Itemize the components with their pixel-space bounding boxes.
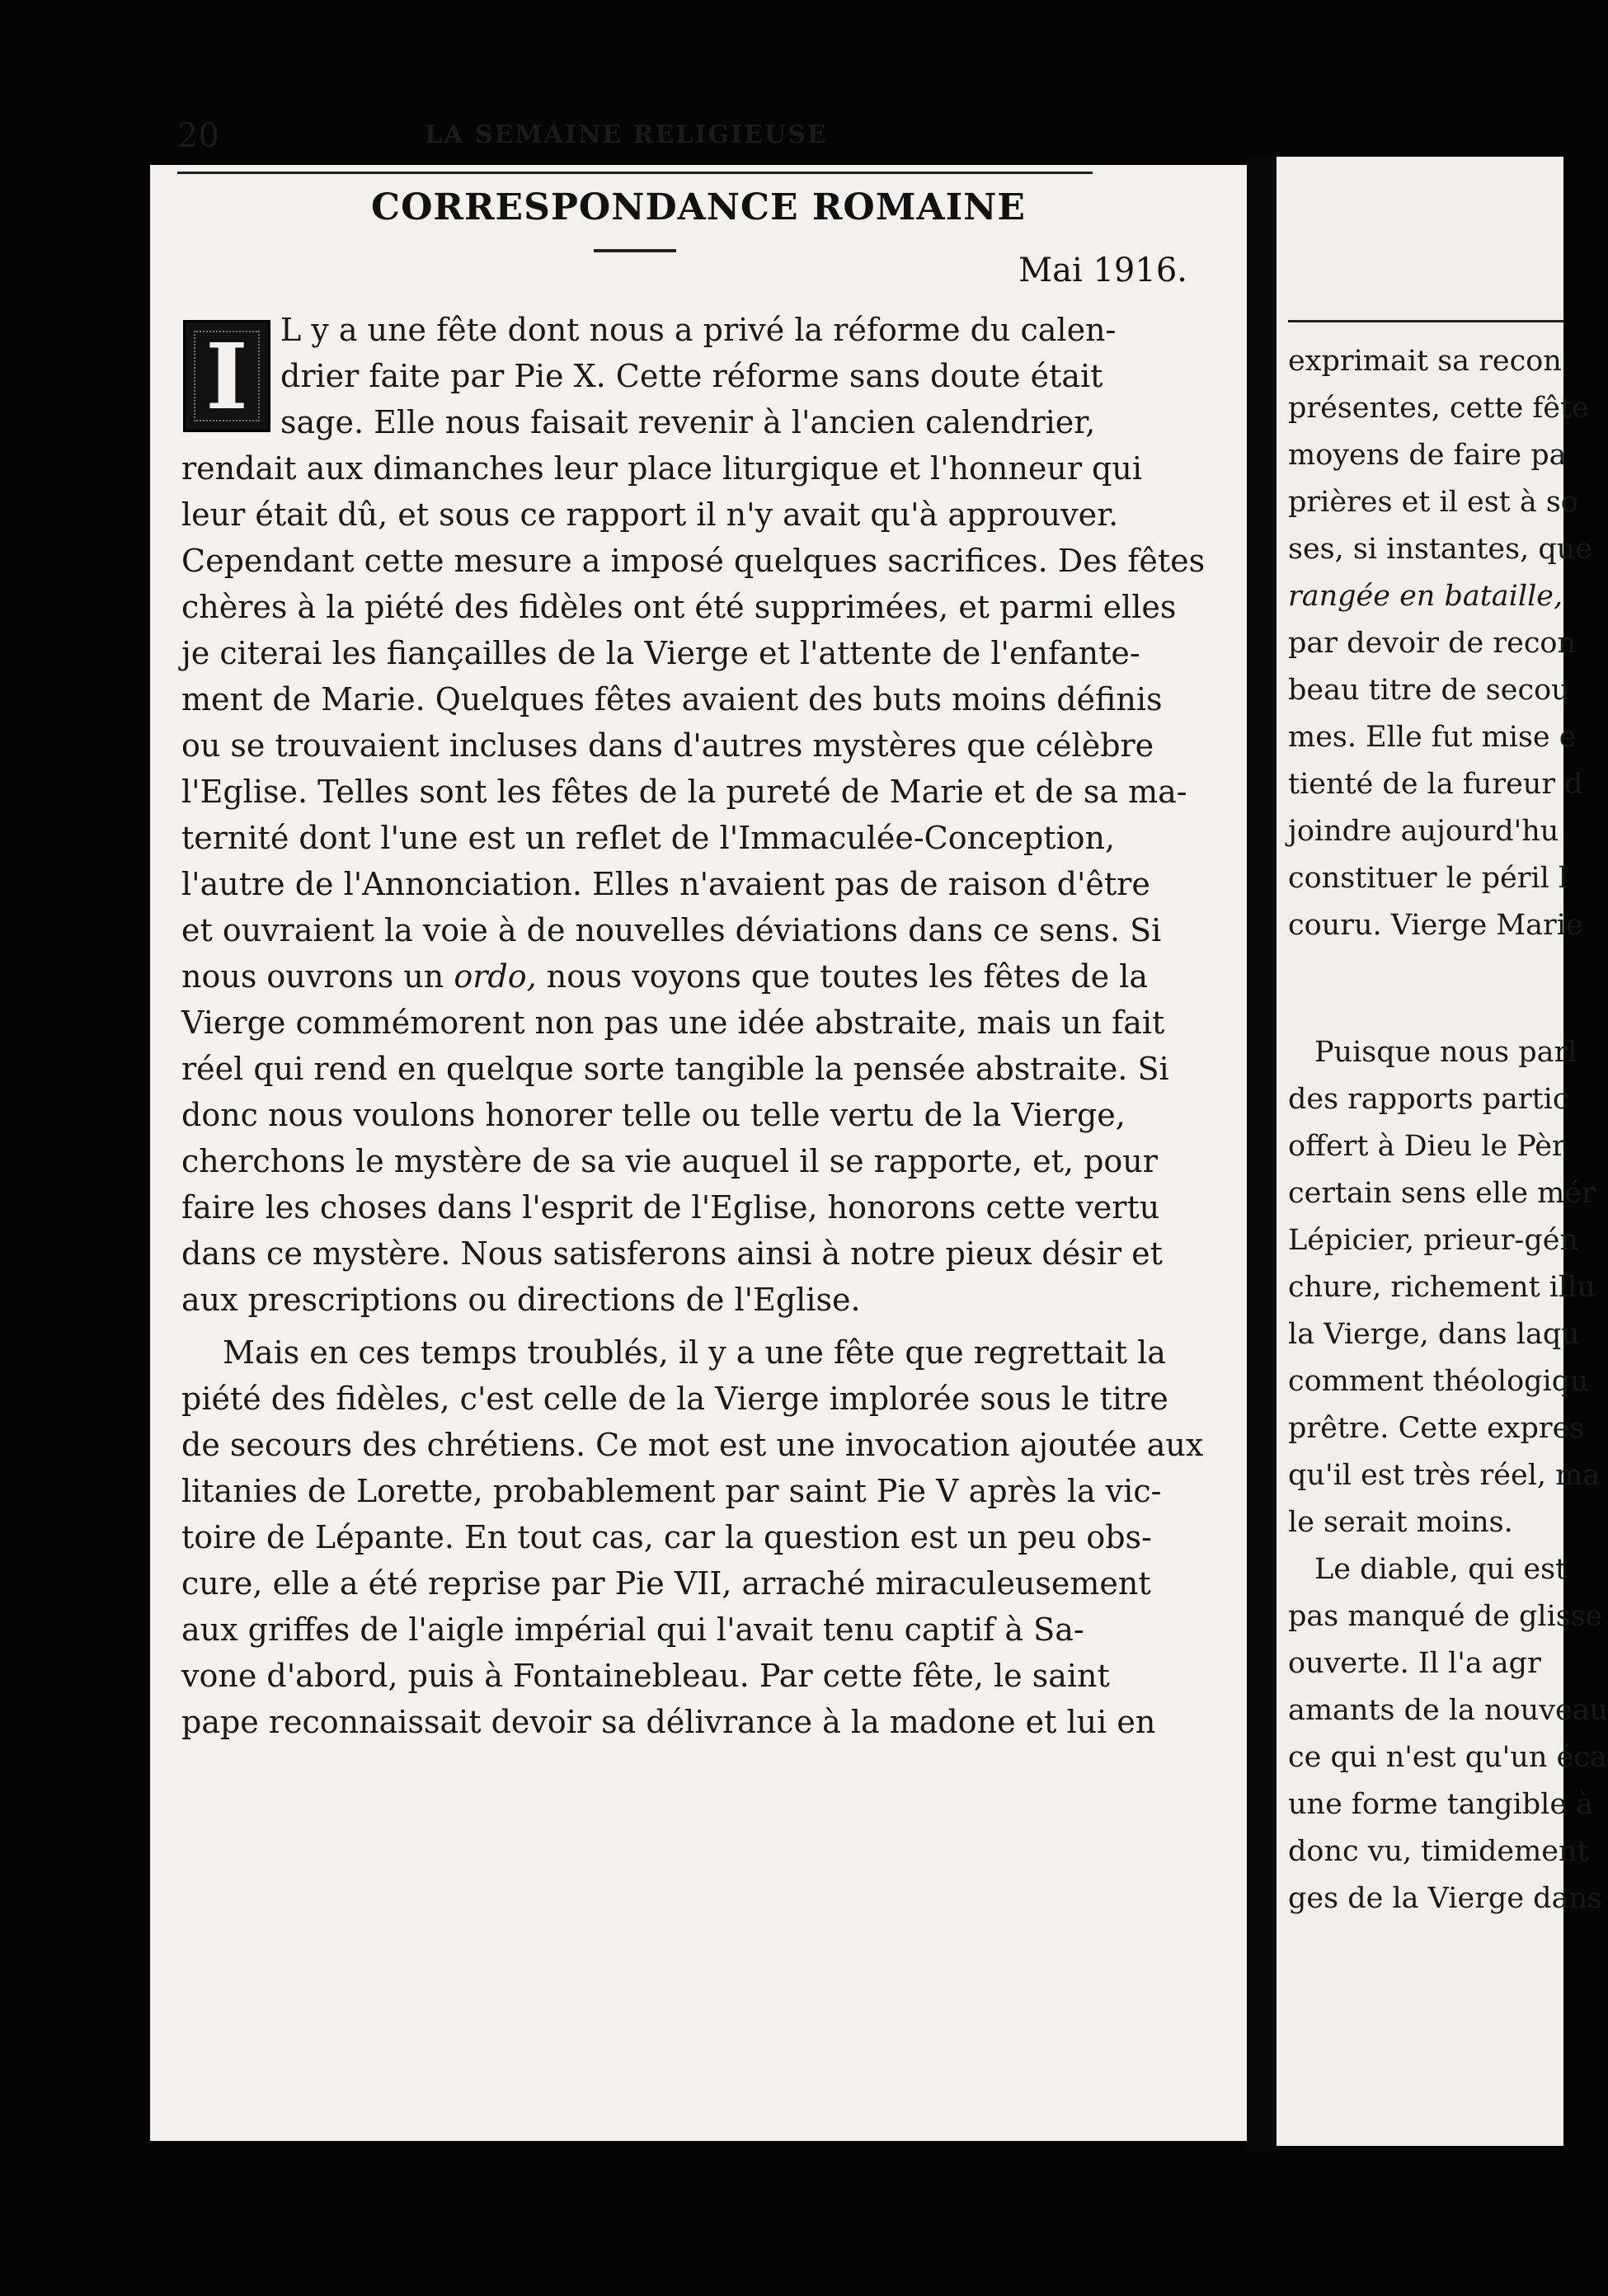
text-line: piété des fidèles, c'est celle de la Vierge implorée sous le titre (181, 1381, 1168, 1417)
facing-text-line: certain sens elle mér (1288, 1177, 1596, 1210)
text-line: leur était dû, et sous ce rapport il n'y avait qu'à approuver. (181, 496, 1119, 533)
facing-text-line: mes. Elle fut mise e (1288, 721, 1577, 754)
facing-text-line: ges de la Vierge dans (1288, 1882, 1602, 1915)
text-line: l'Eglise. Telles sont les fêtes de la pureté de Marie et de sa ma- (181, 774, 1187, 810)
text-line: de secours des chrétiens. Ce mot est une invocation ajoutée aux (181, 1427, 1204, 1463)
text-line: L y a une fête dont nous a privé la réforme du calen- (280, 312, 1117, 348)
text-line: pape reconnaissait devoir sa délivrance à la madone et lui en (181, 1704, 1156, 1740)
text-line (181, 958, 1148, 995)
facing-text-line: ses, si instantes, que (1288, 533, 1592, 566)
text-line: je citerai les fiançailles de la Vierge et l'attente de l'enfante- (181, 635, 1140, 671)
text-line: Cependant cette mesure a imposé quelques sacrifices. Des fêtes (181, 543, 1206, 579)
facing-text-line: joindre aujourd'hu (1288, 815, 1559, 848)
text-line: ternité dont l'une est un reflet de l'Immaculée-Conception, (181, 820, 1116, 856)
facing-text-line: moyens de faire pa (1288, 439, 1567, 472)
text-line: l'autre de l'Annonciation. Elles n'avaient pas de raison d'être (181, 866, 1150, 902)
facing-text-line: prêtre. Cette expres (1288, 1412, 1585, 1445)
text-line: sage. Elle nous faisait revenir à l'ancien calendrier, (280, 404, 1096, 440)
text-line: aux prescriptions ou directions de l'Eglise. (181, 1282, 861, 1318)
text-line: ment de Marie. Quelques fêtes avaient des buts moins définis (181, 681, 1163, 718)
text-line: Mais en ces temps troublés, il y a une fête que regrettait la (223, 1334, 1166, 1371)
facing-text-line: prières et il est à so (1288, 486, 1578, 519)
text-line: cure, elle a été reprise par Pie VII, arraché miraculeusement (181, 1565, 1151, 1602)
facing-text-line: chure, richement illu (1288, 1271, 1596, 1304)
book-gutter (1247, 157, 1277, 2152)
facing-text-line: Le diable, qui est (1314, 1553, 1568, 1586)
facing-text-line: Puisque nous parl (1314, 1036, 1577, 1069)
facing-text-line: rangée en bataille, (1288, 580, 1563, 613)
facing-text-line: comment théologiqu (1288, 1365, 1589, 1398)
facing-text-line: Lépicier, prieur-gén (1288, 1224, 1578, 1257)
facing-text-line: pas manqué de glisse (1288, 1600, 1603, 1633)
page-number: 20 (177, 117, 219, 155)
facing-text-line: amants de la nouveau (1288, 1694, 1608, 1727)
text-line: faire les choses dans l'esprit de l'Eglise, honorons cette vertu (181, 1189, 1160, 1226)
text-segment: nous ouvrons un (181, 958, 454, 995)
facing-text-line: une forme tangible à (1288, 1788, 1594, 1821)
facing-text-line: couru. Vierge Marie (1288, 909, 1583, 942)
facing-text-line: présentes, cette fête (1288, 392, 1589, 425)
italic-word: ordo, (454, 958, 537, 995)
running-head: LA SEMAINE RELIGIEUSE (425, 120, 828, 149)
facing-text-line: le serait moins. (1288, 1506, 1513, 1539)
text-line: et ouvraient la voie à de nouvelles déviations dans ce sens. Si (181, 912, 1162, 948)
text-line: aux griffes de l'aigle impérial qui l'avait tenu captif à Sa- (181, 1611, 1084, 1648)
facing-text-line: ouverte. Il l'a agr (1288, 1647, 1541, 1680)
text-line: dans ce mystère. Nous satisferons ainsi à notre pieux désir et (181, 1235, 1163, 1272)
facing-page-text (1288, 0, 1608, 2296)
text-line: rendait aux dimanches leur place liturgique et l'honneur qui (181, 450, 1143, 487)
facing-text-line: ce qui n'est qu'un éca (1288, 1741, 1607, 1774)
facing-text-line: tienté de la fureur d (1288, 768, 1583, 801)
text-line: toire de Lépante. En tout cas, car la question est un peu obs- (181, 1519, 1152, 1555)
text-line: Vierge commémorent non pas une idée abstraite, mais un fait (181, 1004, 1165, 1041)
text-line: drier faite par Pie X. Cette réforme sans doute était (280, 358, 1103, 394)
facing-text-line: des rapports partic (1288, 1083, 1569, 1116)
text-line: vone d'abord, puis à Fontainebleau. Par cette fête, le saint (181, 1658, 1110, 1694)
facing-text-line: donc vu, timidement (1288, 1835, 1589, 1868)
facing-text-line: la Vierge, dans laqu (1288, 1318, 1580, 1351)
text-segment: nous voyons que toutes les fêtes de la (536, 958, 1149, 995)
facing-text-line: beau titre de secou (1288, 674, 1570, 707)
article-date: Mai 1916. (1018, 252, 1187, 289)
text-line: ou se trouvaient incluses dans d'autres mystères que célèbre (181, 727, 1154, 764)
text-line: cherchons le mystère de sa vie auquel il se rapporte, et, pour (181, 1143, 1158, 1179)
facing-text-line: offert à Dieu le Pèr (1288, 1130, 1566, 1163)
text-line: réel qui rend en quelque sorte tangible la pensée abstraite. Si (181, 1051, 1169, 1087)
facing-text-line: exprimait sa recon (1288, 345, 1562, 378)
facing-text-line: constituer le péril l (1288, 862, 1568, 895)
text-line: litanies de Lorette, probablement par saint Pie V après la vic- (181, 1473, 1162, 1509)
article-title: CORRESPONDANCE ROMAINE (371, 186, 1026, 228)
text-line: chères à la piété des fidèles ont été supprimées, et parmi elles (181, 589, 1177, 625)
facing-text-line: par devoir de recon (1288, 627, 1577, 660)
text-line: donc nous voulons honorer telle ou telle vertu de la Vierge, (181, 1097, 1126, 1133)
facing-text-line: qu'il est très réel, ma (1288, 1459, 1601, 1492)
dropcap-initial: I (183, 320, 270, 432)
